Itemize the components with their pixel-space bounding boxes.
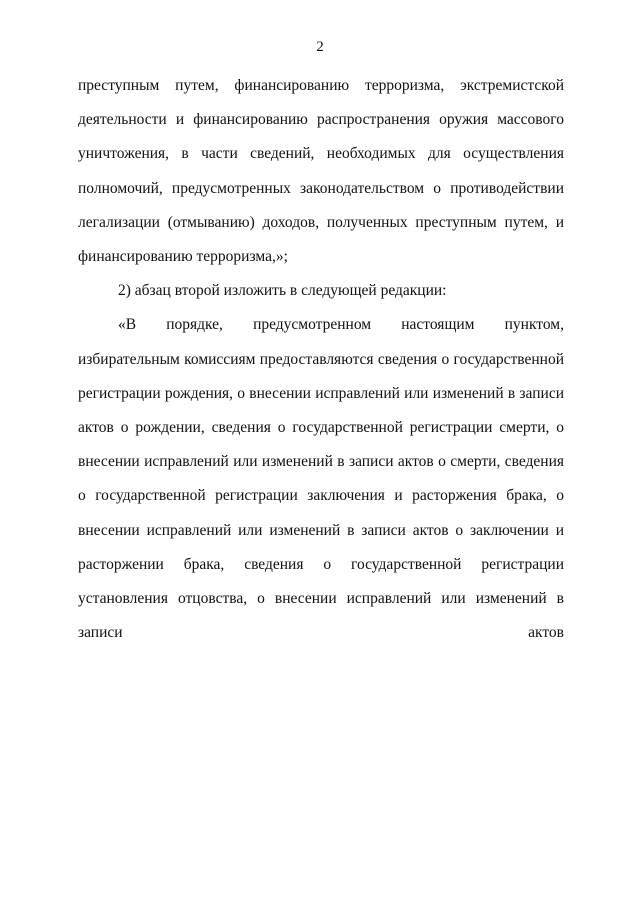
paragraph-continuation: преступным путем, финансированию терроризма, экстремистской деятельности и финансированию распространения оружия массового уничтожения, в части сведений, необходимых для осуществления полномочий, предусмотренных законодательством о противодействии легализации (отмыванию) доходов, полученных преступным путем, и финансированию терроризма,»; xyxy=(78,77,564,266)
document-body xyxy=(78,69,564,650)
paragraph-amendment-text: «В порядке, предусмотренном настоящим пунктом, избирательным комиссиям предоставляются сведения о государственной регистрации рождения, о внесении исправлений или изменений в записи актов о рождении, сведения о государственной регистрации смерти, о внесении исправлений или изменений в записи актов о смерти, сведения о государственной регистрации заключения и расторжения брака, о внесении исправлений или изменений в записи актов о заключении и расторжении брака, сведения о государственной регистрации установления отцовства, о внесении исправлений или изменений в записи актов xyxy=(78,316,564,642)
paragraph-amendment-instruction: 2) абзац второй изложить в следующей редакции: xyxy=(118,282,447,300)
page-number: 2 xyxy=(316,39,324,55)
